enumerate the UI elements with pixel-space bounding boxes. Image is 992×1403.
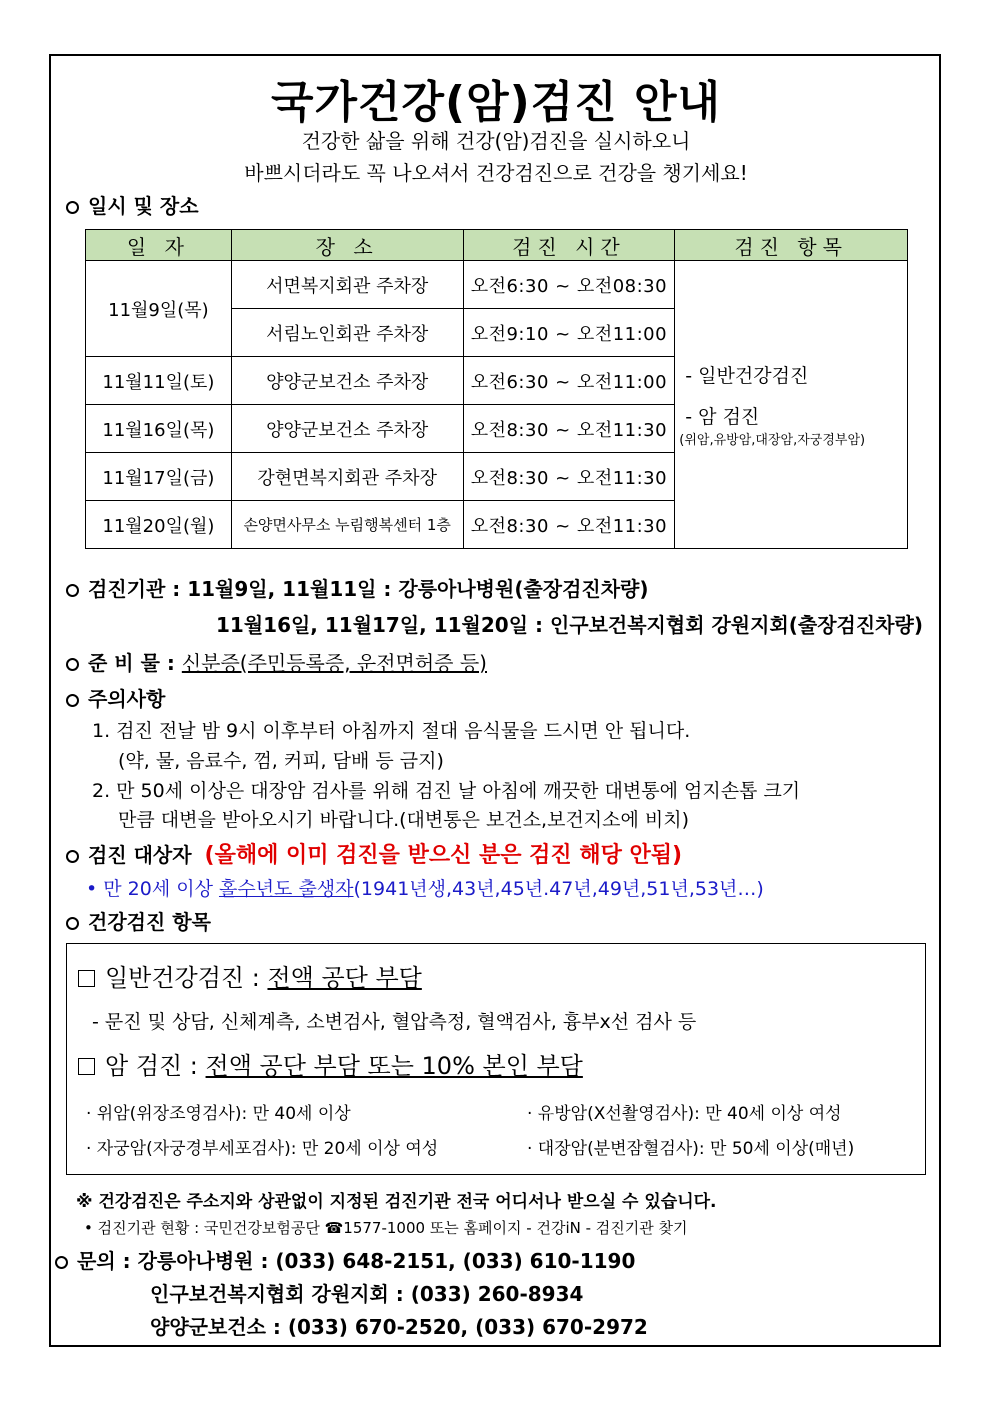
- checkbox-icon: [78, 970, 95, 987]
- general-exam-value: 전액 공단 부담: [267, 964, 422, 992]
- target-warning: (올해에 이미 검진을 받으신 분은 검진 해당 안됨): [204, 843, 683, 868]
- checkbox-icon: [78, 1058, 95, 1075]
- items-heading: [66, 906, 211, 935]
- target-bullet: •: [86, 878, 98, 900]
- row-date: 11월17일(금): [86, 453, 232, 501]
- general-exam-label: 일반건강검진 :: [105, 964, 260, 992]
- row-time: 오전8:30 ~ 오전11:30: [463, 501, 675, 549]
- contact-line-2: 인구보건복지협회 강원지회 : (033) 260-8934: [150, 1282, 584, 1306]
- prep-label: 준 비 물 :: [88, 651, 175, 675]
- row-date: 11월9일(목): [86, 261, 232, 357]
- exam-item-cancer: - 암 검진: [685, 406, 760, 428]
- target-prefix: 만 20세 이상: [103, 878, 219, 900]
- institution-text-1: 11월9일, 11월11일 : 강릉아나병원(출장검진차량): [187, 577, 649, 601]
- table-row: [86, 261, 908, 309]
- row-time: 오전9:10 ~ 오전11:00: [463, 309, 675, 357]
- intro-line-1: 건강한 삶을 위해 건강(암)검진을 실시하오니: [301, 129, 691, 153]
- general-exam-detail: - 문진 및 상담, 신체계측, 소변검사, 혈압측정, 혈액검사, 흉부x선 검사 등: [92, 1011, 697, 1033]
- schedule-table: [85, 229, 908, 549]
- header-time: 검진 시간: [463, 230, 675, 261]
- caution-item-2a: 2. 만 50세 이상은 대장암 검사를 위해 검진 날 아침에 깨끗한 대변통에 엄지손톱 크기: [92, 780, 801, 802]
- exam-item-general: - 일반건강검진: [685, 365, 809, 387]
- row-date: 11월20일(월): [86, 501, 232, 549]
- target-heading: [66, 838, 682, 869]
- row-place: 강현면복지회관 주차장: [231, 453, 463, 501]
- row-date: 11월16일(목): [86, 405, 232, 453]
- target-line: [86, 874, 764, 901]
- row-place: 서림노인회관 주차장: [231, 309, 463, 357]
- institution-line-2: 11월16일, 11월17일, 11월20일 : 인구보건복지협회 강원지회(출장검진차량): [216, 613, 923, 637]
- caution-heading-text: 주의사항: [88, 687, 166, 711]
- target-heading-text: 검진 대상자: [88, 843, 192, 867]
- prep-value: 신분증(주민등록증, 운전면허증 등): [181, 651, 487, 675]
- note-institution-lookup: • 검진기관 현황 : 국민건강보험공단 ☎1577-1000 또는 홈페이지 - 건강iN - 검진기관 찾기: [84, 1219, 688, 1237]
- schedule-header-row: [86, 230, 908, 261]
- note-nationwide: ※ 건강검진은 주소지와 상관없이 지정된 검진기관 전국 어디서나 받으실 수 있습니다.: [76, 1192, 717, 1212]
- caution-heading: [66, 683, 165, 712]
- header-date: 일 자: [86, 230, 232, 261]
- institution-line-1: [66, 573, 649, 602]
- contact-text-1: 강릉아나병원 : (033) 648-2151, (033) 610-1190: [137, 1249, 636, 1273]
- row-time: 오전6:30 ~ 오전11:00: [463, 357, 675, 405]
- cancer-item-breast: · 유방암(X선촬영검사): 만 40세 이상 여성: [527, 1104, 842, 1124]
- caution-item-1b: (약, 물, 음료수, 껌, 커피, 담배 등 금지): [118, 750, 444, 772]
- contact-line-1: [55, 1245, 635, 1274]
- circle-bullet-icon: [66, 658, 79, 671]
- schedule-heading-text: 일시 및 장소: [88, 194, 199, 218]
- row-date: 11월11일(토): [86, 357, 232, 405]
- items-heading-text: 건강검진 항목: [88, 910, 211, 934]
- circle-bullet-icon: [66, 694, 79, 707]
- exam-items-cell: [675, 261, 908, 549]
- row-time: 오전6:30 ~ 오전08:30: [463, 261, 675, 309]
- row-time: 오전8:30 ~ 오전11:30: [463, 405, 675, 453]
- row-place: 양양군보건소 주차장: [231, 405, 463, 453]
- cancer-exam-label: 암 검진 :: [105, 1052, 198, 1080]
- prep-line: [66, 647, 487, 676]
- target-suffix: (1941년생,43년,45년.47년,49년,51년,53년…): [353, 878, 764, 900]
- exam-item-cancer-detail: (위암,유방암,대장암,자궁경부암): [679, 433, 866, 448]
- page-title: 국가건강(암)검진 안내: [270, 77, 722, 128]
- row-place: 서면복지회관 주차장: [231, 261, 463, 309]
- target-underlined: 홀수년도 출생자: [218, 878, 354, 900]
- institution-label: 검진기관 :: [88, 577, 181, 601]
- intro-line-2: 바쁘시더라도 꼭 나오셔서 건강검진으로 건강을 챙기세요!: [244, 161, 748, 185]
- caution-item-1a: 1. 검진 전날 밤 9시 이후부터 아침까지 절대 음식물을 드시면 안 됩니다.: [92, 720, 691, 742]
- general-exam-line: [78, 958, 422, 993]
- circle-bullet-icon: [66, 850, 79, 863]
- cancer-exam-line: [78, 1046, 583, 1081]
- cancer-item-colon: · 대장암(분변잠혈검사): 만 50세 이상(매년): [527, 1139, 855, 1159]
- row-place: 양양군보건소 주차장: [231, 357, 463, 405]
- row-place: 손양면사무소 누림행복센터 1층: [231, 501, 463, 549]
- header-place: 장 소: [231, 230, 463, 261]
- circle-bullet-icon: [66, 201, 79, 214]
- cancer-item-stomach: · 위암(위장조영검사): 만 40세 이상: [86, 1104, 351, 1124]
- circle-bullet-icon: [55, 1256, 68, 1269]
- schedule-heading: [66, 190, 199, 219]
- circle-bullet-icon: [66, 584, 79, 597]
- header-items: 검진 항목: [675, 230, 908, 261]
- contact-label: 문의 :: [77, 1249, 131, 1273]
- circle-bullet-icon: [66, 917, 79, 930]
- cancer-exam-value: 전액 공단 부담 또는 10% 본인 부담: [205, 1052, 583, 1080]
- caution-item-2b: 만큼 대변을 받아오시기 바랍니다.(대변통은 보건소,보건지소에 비치): [118, 809, 690, 831]
- contact-line-3: 양양군보건소 : (033) 670-2520, (033) 670-2972: [150, 1315, 648, 1339]
- row-time: 오전8:30 ~ 오전11:30: [463, 453, 675, 501]
- cancer-item-cervical: · 자궁암(자궁경부세포검사): 만 20세 이상 여성: [86, 1139, 439, 1159]
